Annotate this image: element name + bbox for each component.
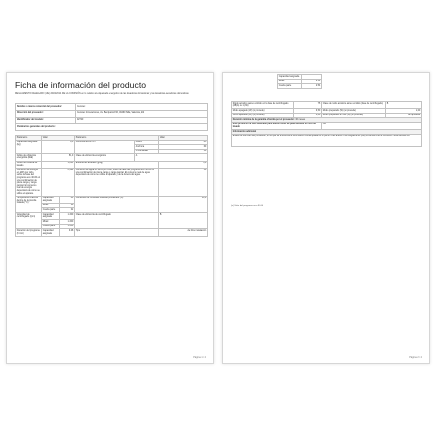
param-name: Modo apagado (W) (si procede) [232,109,294,114]
param-value: 75 [294,102,322,109]
sub-value: 1 200 [60,213,75,220]
header-param: Parámetro [75,136,159,141]
sub-label: Cuarta parte [278,84,302,89]
param-name: Clase de eficiencia energética [75,154,135,161]
sub-value: 2:54 [302,84,322,89]
footnote: (a) Valor del programa eco 40-60 [231,205,264,207]
sheet-title: Ficha de información del producto [15,80,147,90]
param-name: Inicio aplazado (W) (si procede) [232,113,294,118]
info-value: Cecotec [76,104,208,111]
info-row [16,104,208,111]
param-value: 5,0 [159,161,208,168]
param-name: Clase de ruido acústico aéreo emitido (fase de centrifugado) [322,102,386,109]
param-value: 53,9 [159,196,208,212]
page-number: Página 2 / 2 [409,356,422,359]
parameters-table-continued [231,101,422,147]
sub-value: 2:54 [302,79,322,84]
param-name: Clase de eficiencia de centrifugado [75,213,159,229]
info-label: Identificador del modelo: [16,117,76,124]
additional-info-text: Enlace al sitio web del proveedor, en el que se encuentra la información contemplada en el punto 9 del anexo II del Reglamento (UE) 2019/2023 de la Comisión: www.cecotec.es [232,134,422,146]
param-name: Eficacia del aclarado (g/kg) [75,161,159,168]
sub-value: 43 [60,196,75,203]
param-name: Tipo [75,229,159,236]
parameters-table [15,135,208,237]
sub-value: 38 [60,203,75,208]
param-value: 50 [159,168,208,196]
param-name: Consumo de agua en litros por ciclo, sobre la base del programa eco 40-60 en una combinación de plena carga y carga parcial. El consumo real de agua dependerá de cómo se utilice el aparato y de la dureza del agua. [75,168,159,196]
param-name: Índice de eficacia de lavado [16,161,42,168]
param-name: Modo preparado en red (W) (si procede) [322,113,386,118]
param-name: Contenido de humedad residual ponderado (%) [75,196,159,212]
table-row [232,134,422,146]
table-row [232,122,422,129]
table-row [16,161,208,168]
sub-label: Mitad [42,203,60,208]
dim-label: Anchura [135,145,159,150]
param-value: 1,00 [386,109,422,114]
info-value: 02720 [76,117,208,124]
dim-value: 60 [159,145,208,150]
table-row [16,196,208,203]
silver-ions-label: Este producto ha sido diseñado para liberar iones de plata durante el ciclo de lavado [232,122,322,129]
param-name: Índice de eficiencia energética (IEE) [16,154,42,161]
sub-label: Capacidad asignada [278,75,302,80]
param-value: de libre instalación [159,229,208,236]
param-name: Dimensiones en cm [75,140,135,154]
header-value: Valor [159,136,208,141]
sub-label: Capacidad asignada [42,213,60,220]
header-param: Parámetro [16,136,42,141]
param-name: Ruido acústico aéreo emitido en la fase de centrifugado (dB(A) re 1 pW) [232,102,294,109]
table-row [232,102,422,109]
param-value: 0,50 [294,109,322,114]
silver-ions-value: NO [322,122,422,129]
sub-value: 1 200 [60,220,75,225]
sub-label: Cuarta parte [42,224,60,229]
info-value: Cecotec Innovaciones, Av. Beniparrell 66, 46460 Silla, Valencia, ES [76,110,208,117]
header-value: Valor [42,136,75,141]
sub-label: Cuarta parte [42,208,60,213]
warranty-label: Duración mínima de la garantía ofrecida por el proveedor: [232,118,295,121]
warranty-value: 36 meses [295,118,306,121]
page-2 [222,72,430,364]
additional-info-label: Información adicional [232,130,422,135]
param-value: 4,00 [294,113,322,118]
param-name: Consumo de energía en kWh por ciclo, sobre la base del programa eco 40-60 en una combinación de plena carga y carga parcial. El consumo real de energía dependerá de cómo se utilice el aparato. [16,169,41,195]
info-label: Dirección del proveedor: [16,110,76,117]
info-row [16,117,208,124]
param-value: B [386,102,422,109]
param-value: 1,031 [42,161,75,168]
supplier-info-table [15,103,208,131]
sub-label: Mitad [42,220,60,225]
page-number: Página 1 / 2 [193,356,206,359]
duration-continuation-table [277,74,322,89]
regulation-intro: REGLAMENTO DELEGADO (UE) 2019/2014 DE LA COMISIÓN en lo relativo al etiquetado energético de las lavadoras domésticas y las lavadoras-secadoras domésticas [15,93,189,95]
table-row [16,229,208,236]
table-row [16,213,208,220]
info-label: Parámetros generales del producto: [16,124,208,131]
info-label: Nombre o marca comercial del proveedor: [16,104,76,111]
param-name: Capacidad asignada (kg) [16,140,42,154]
table-row [16,154,208,161]
param-name: Temperatura máxima dentro de la prenda tratada (°C) [16,196,42,212]
table-row [278,84,322,89]
page-1 [6,72,214,364]
sub-label: Capacidad asignada [42,229,60,236]
param-name: Velocidad de centrifugado (rpm) [16,213,42,229]
param-value: 8,0 [42,140,75,154]
dim-label: Altura [135,140,159,145]
param-value: 0,494 [42,168,75,196]
sub-value: 32 [60,208,75,213]
param-value: A [135,154,208,161]
param-name: Duración del programa (h:min) [16,229,40,235]
info-row [16,110,208,117]
table-row [16,168,208,196]
dim-value: 85 [159,140,208,145]
param-name: Modo preparado (W) (si procede) [322,109,386,114]
info-row [16,124,208,131]
param-value: No aplicable [386,113,422,118]
sub-value: 3:48 [60,229,75,236]
sub-label: Capacidad asignada [42,196,60,203]
param-value: B [159,213,208,229]
dim-label: Profundidad [135,149,159,154]
sub-label: Mitad [278,79,302,84]
sub-value: 1 200 [60,224,75,229]
param-value: 51,0 [42,154,75,161]
dim-value: 50 [159,149,208,154]
